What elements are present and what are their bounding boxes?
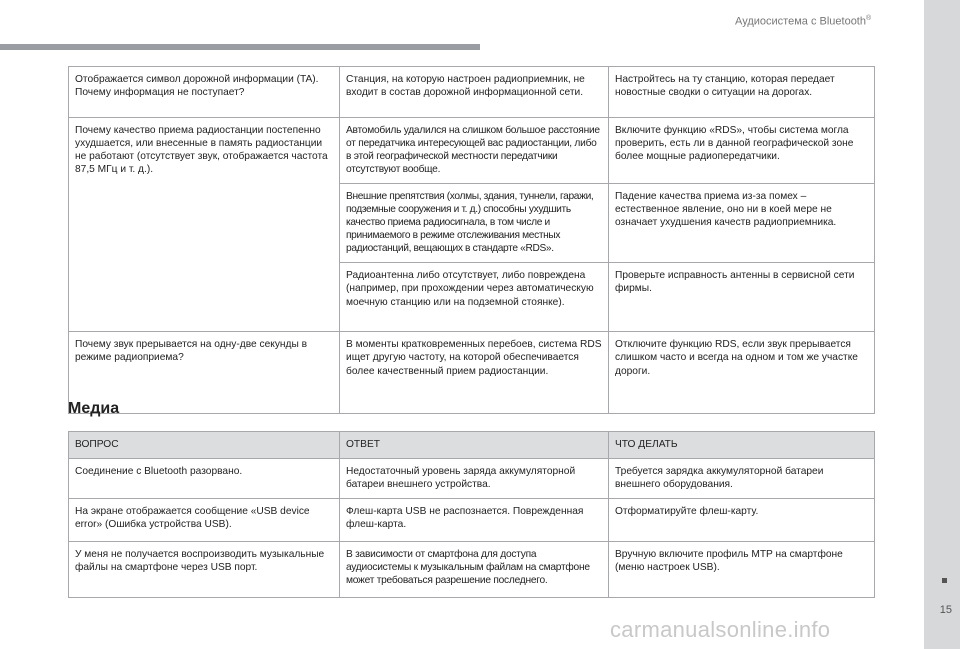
radio-troubleshooting-table <box>68 66 875 414</box>
media-troubleshooting-table <box>68 431 875 598</box>
page-header-title <box>735 15 871 28</box>
solution-cell: Отформатируйте флеш-карту. <box>609 499 875 542</box>
solution-cell: Настройтесь на ту станцию, которая передает новостные сводки о ситуации на дорогах. <box>609 67 875 118</box>
column-header-answer: ОТВЕТ <box>340 432 609 459</box>
question-cell: На экране отображается сообщение «USB device error» (Ошибка устройства USB). <box>69 499 340 542</box>
answer-cell: Флеш-карта USB не распознается. Поврежденная флеш-карта. <box>340 499 609 542</box>
answer-cell: Станция, на которую настроен радиоприемник, не входит в состав дорожной информационной сети. <box>340 67 609 118</box>
table-row <box>69 118 875 184</box>
answer-cell: Автомобиль удалился на слишком большое расстояние от передатчика интересующей вас радиостанции, либо в этой географической местности передатчики отсутствуют вообще. <box>340 118 609 184</box>
solution-cell: Требуется зарядка аккумуляторной батареи внешнего оборудования. <box>609 459 875 499</box>
question-cell: У меня не получается воспроизводить музыкальные файлы на смартфоне через USB порт. <box>69 542 340 598</box>
table-row <box>69 332 875 414</box>
registered-mark: ® <box>865 15 872 22</box>
column-header-solution: ЧТО ДЕЛАТЬ <box>609 432 875 459</box>
solution-cell: Включите функцию «RDS», чтобы система могла проверить, есть ли в данной географической зоне более мощные радиопередатчики. <box>609 118 875 184</box>
answer-cell: Внешние препятствия (холмы, здания, туннели, гаражи, подземные сооружения и т. д.) способны ухудшить качество приема радиосигнала, в том числе и принимаемого в режиме отслеживания местных радиостанций, вещающих в стандарте «RDS». <box>340 184 609 263</box>
right-sidebar <box>924 0 960 649</box>
table-row <box>69 67 875 118</box>
answer-cell: Радиоантенна либо отсутствует, либо повреждена (например, при прохождении через автоматическую моечную станцию или на подземной стоянке). <box>340 263 609 332</box>
question-cell: Отображается символ дорожной информации (TA). Почему информация не поступает? <box>69 67 340 118</box>
question-cell: Соединение с Bluetooth разорвано. <box>69 459 340 499</box>
section-title: Медиа <box>68 400 120 417</box>
question-cell: Почему качество приема радиостанции постепенно ухудшается, или внесенные в память радиостанции не работают (отсутствует звук, отображается частота 87,5 МГц и т. д.). <box>69 118 340 332</box>
table-header-row <box>69 432 875 459</box>
answer-cell: В моменты кратковременных перебоев, система RDS ищет другую частоту, на которой обеспечивается более качественный прием радиостанции. <box>340 332 609 414</box>
column-header-question: ВОПРОС <box>69 432 340 459</box>
answer-cell: Недостаточный уровень заряда аккумуляторной батареи внешнего устройства. <box>340 459 609 499</box>
table-row <box>69 499 875 542</box>
solution-cell: Отключите функцию RDS, если звук прерывается слишком часто и всегда на одном и том же участке дороги. <box>609 332 875 414</box>
page-number: 15 <box>939 604 952 616</box>
solution-cell: Вручную включите профиль MTP на смартфоне (меню настроек USB). <box>609 542 875 598</box>
question-cell: Почему звук прерывается на одну-две секунды в режиме радиоприема? <box>69 332 340 414</box>
solution-cell: Проверьте исправность антенны в сервисной сети фирмы. <box>609 263 875 332</box>
solution-cell: Падение качества приема из-за помех – естественное явление, оно ни в коей мере не означает ухудшения качеств радиоприемника. <box>609 184 875 263</box>
header-title-text: Аудиосистема с Bluetooth <box>735 15 866 28</box>
square-bullet-icon <box>942 578 947 583</box>
table-row <box>69 542 875 598</box>
answer-cell: В зависимости от смартфона для доступа аудиосистемы к музыкальным файлам на смартфоне может требоваться разрешение последнего. <box>340 542 609 598</box>
watermark: carmanualsonline.info <box>610 617 831 642</box>
table-row <box>69 459 875 499</box>
header-rule <box>0 44 480 50</box>
